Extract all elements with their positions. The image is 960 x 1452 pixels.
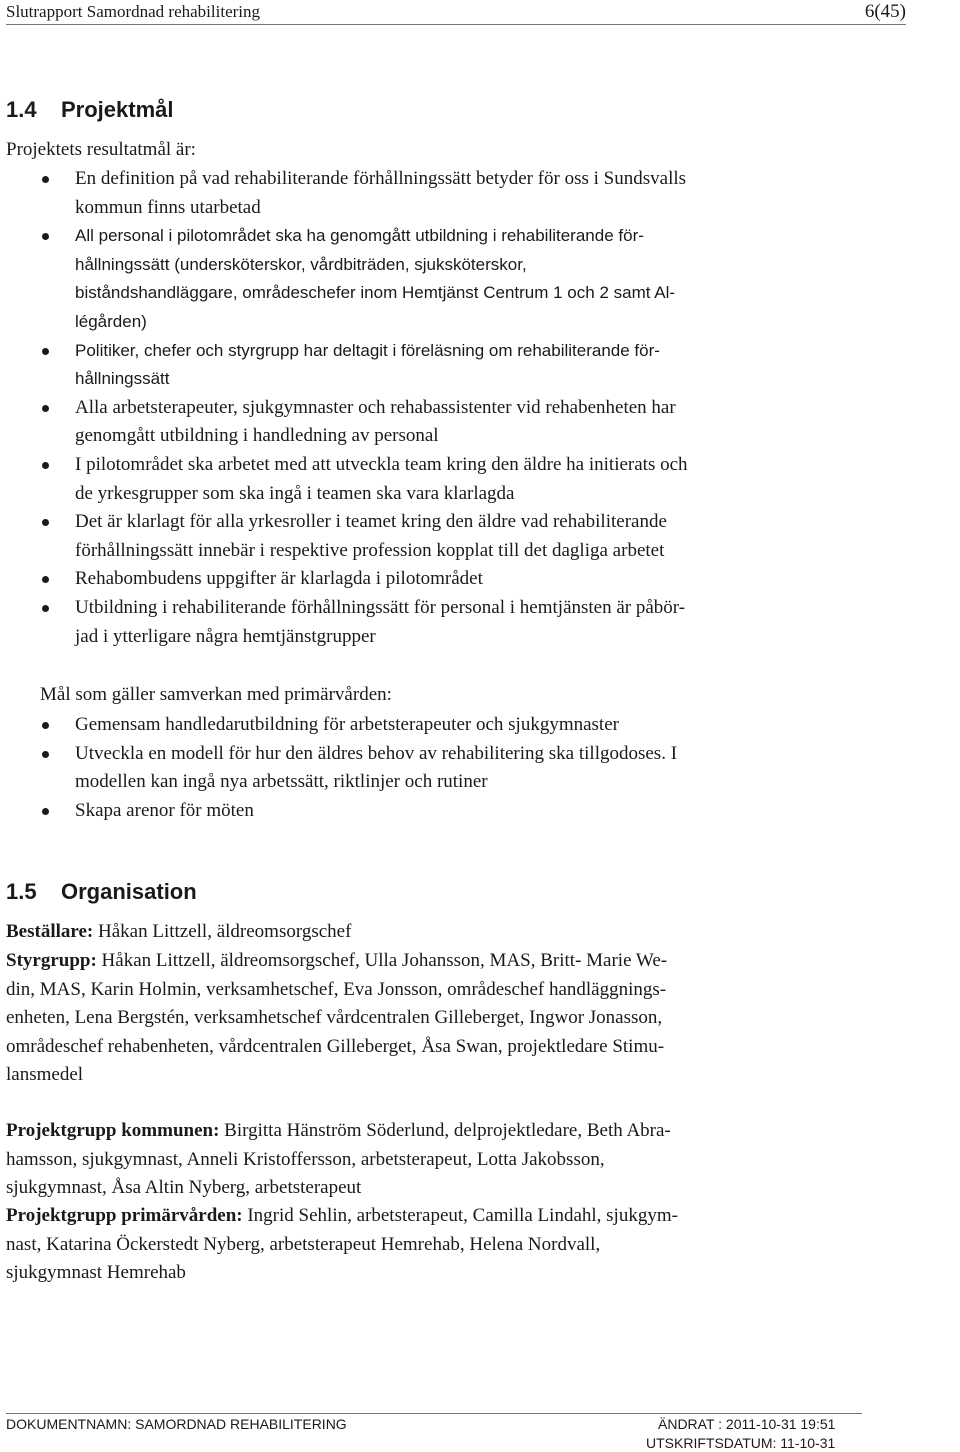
steering-line: din, MAS, Karin Holmin, verksamhetschef, Eva Jonsson, områdeschef handläggnings-: [6, 978, 667, 1000]
section-number: 1.4: [6, 97, 37, 122]
list-item-line: Det är klarlagt för alla yrkesroller i teamet kring den äldre vad rehabiliterande: [75, 511, 667, 533]
list-item: [6, 222, 846, 336]
section-title: Organisation: [61, 879, 197, 904]
list-item: [6, 711, 846, 740]
steering-line: lansmedel: [6, 1064, 84, 1086]
bullet-icon: [42, 808, 49, 815]
footer-divider: [6, 1413, 862, 1414]
bullet-icon: [42, 176, 49, 183]
primary-care-group-paragraph: [6, 1202, 841, 1288]
orderer-label: Beställare:: [6, 921, 94, 942]
list-item-line: kommun finns utarbetad: [75, 196, 261, 218]
section-title: Projektmål: [61, 97, 174, 122]
list-item: [6, 451, 846, 508]
header-divider: [6, 24, 906, 25]
list-item-line: förhållningssätt innebär i respektive profession kopplat till det dagliga arbetet: [75, 539, 665, 561]
bullet-icon: [42, 519, 49, 526]
list-item-line: Utbildning i rehabiliterande förhållningssätt för personal i hemtjänsten är påbör-: [75, 596, 686, 618]
primary-line: nast, Katarina Öckerstedt Nyberg, arbetsterapeut Hemrehab, Helena Nordvall,: [6, 1233, 601, 1255]
bullet-icon: [42, 751, 49, 758]
list-item: [6, 508, 846, 565]
bullet-icon: [42, 233, 49, 240]
section-number: 1.5: [6, 879, 37, 904]
section-heading-organisation: [6, 878, 197, 906]
bullet-icon: [42, 405, 49, 412]
list-item-line: I pilotområdet ska arbetet med att utveckla team kring den äldre ha initierats och: [75, 453, 688, 475]
bullet-icon: [42, 722, 49, 729]
list-item: [6, 337, 846, 394]
list-item-line: Utveckla en modell för hur den äldres behov av rehabilitering ska tillgodoses. I: [75, 742, 678, 764]
collab-goals-list: [6, 711, 846, 825]
list-item: [6, 797, 846, 826]
steering-line: områdeschef rehabenheten, vårdcentralen Gilleberget, Åsa Swan, projektledare Stimu-: [6, 1035, 665, 1057]
bullet-icon: [42, 348, 49, 355]
steering-group-paragraph: [6, 947, 841, 1090]
footer-print-date: UTSKRIFTSDATUM: 11-10-31: [646, 1435, 836, 1451]
bullet-icon: [42, 462, 49, 469]
list-item-line: hållningssätt: [75, 369, 170, 389]
municipal-line: Birgitta Hänström Söderlund, delprojektledare, Beth Abra-: [219, 1120, 671, 1141]
municipal-group-paragraph: [6, 1117, 841, 1203]
document-title: Slutrapport Samordnad rehabilitering: [6, 2, 260, 21]
list-item-line: légården): [75, 311, 147, 331]
primary-line: sjukgymnast Hemrehab: [6, 1262, 186, 1284]
list-item-line: hållningssätt (undersköterskor, vårdbiträden, sjuksköterskor,: [75, 254, 527, 274]
list-item-line: All personal i pilotområdet ska ha genomgått utbildning i rehabiliterande för-: [75, 226, 644, 246]
primary-label: Projektgrupp primärvården:: [6, 1205, 243, 1226]
page-header: [6, 0, 906, 24]
footer-document-name: DOKUMENTNAMN: SAMORDNAD REHABILITERING: [6, 1416, 347, 1432]
goals-list: [6, 165, 846, 651]
list-item-line: Gemensam handledarutbildning för arbetsterapeuter och sjukgymnaster: [75, 714, 619, 735]
primary-line: Ingrid Sehlin, arbetsterapeut, Camilla Lindahl, sjukgym-: [242, 1205, 678, 1226]
footer-changed-date: ÄNDRAT : 2011-10-31 19:51: [658, 1416, 836, 1432]
steering-line: Håkan Littzell, äldreomsorgschef, Ulla Johansson, MAS, Britt- Marie We-: [96, 950, 668, 971]
municipal-line: sjukgymnast, Åsa Altin Nyberg, arbetsterapeut: [6, 1177, 362, 1199]
list-item: [6, 165, 846, 222]
collab-intro: Mål som gäller samverkan med primärvården:: [40, 684, 392, 705]
orderer-paragraph: [6, 918, 841, 947]
list-item: [6, 394, 846, 451]
steering-line: enheten, Lena Bergstén, verksamhetschef vårdcentralen Gilleberget, Ingwor Jonasson,: [6, 1007, 663, 1029]
list-item-line: Alla arbetsterapeuter, sjukgymnaster och rehabassistenter vid rehabenheten har: [75, 396, 676, 418]
list-item: [6, 565, 846, 594]
list-item: [6, 594, 846, 651]
list-item: [6, 740, 846, 797]
bullet-icon: [42, 605, 49, 612]
page-number: 6(45): [864, 1, 906, 22]
list-item-line: biståndshandläggare, områdeschefer inom Hemtjänst Centrum 1 och 2 samt Al-: [75, 283, 676, 303]
list-item-line: Rehabombudens uppgifter är klarlagda i pilotområdet: [75, 568, 483, 590]
list-item-line: Politiker, chefer och styrgrupp har deltagit i föreläsning om rehabiliterande för-: [75, 340, 660, 360]
municipal-label: Projektgrupp kommunen:: [6, 1120, 220, 1141]
list-item-line: jad i ytterligare några hemtjänstgrupper: [75, 625, 376, 647]
municipal-line: hamsson, sjukgymnast, Anneli Kristoffersson, arbetsterapeut, Lotta Jakobsson,: [6, 1148, 605, 1170]
list-item-line: modellen kan ingå nya arbetssätt, riktlinjer och rutiner: [75, 771, 488, 793]
list-item-line: genomgått utbildning i handledning av personal: [75, 425, 439, 447]
steering-label: Styrgrupp:: [6, 950, 97, 971]
list-item-line: de yrkesgrupper som ska ingå i teamen ska vara klarlagda: [75, 482, 515, 504]
goals-intro: Projektets resultatmål är:: [6, 139, 196, 160]
bullet-icon: [42, 576, 49, 583]
orderer-text: Håkan Littzell, äldreomsorgschef: [93, 921, 352, 942]
section-heading-projektmal: [6, 96, 174, 124]
list-item-line: Skapa arenor för möten: [75, 799, 254, 821]
list-item-line: En definition på vad rehabiliterande förhållningssätt betyder för oss i Sundsvalls: [75, 168, 687, 189]
